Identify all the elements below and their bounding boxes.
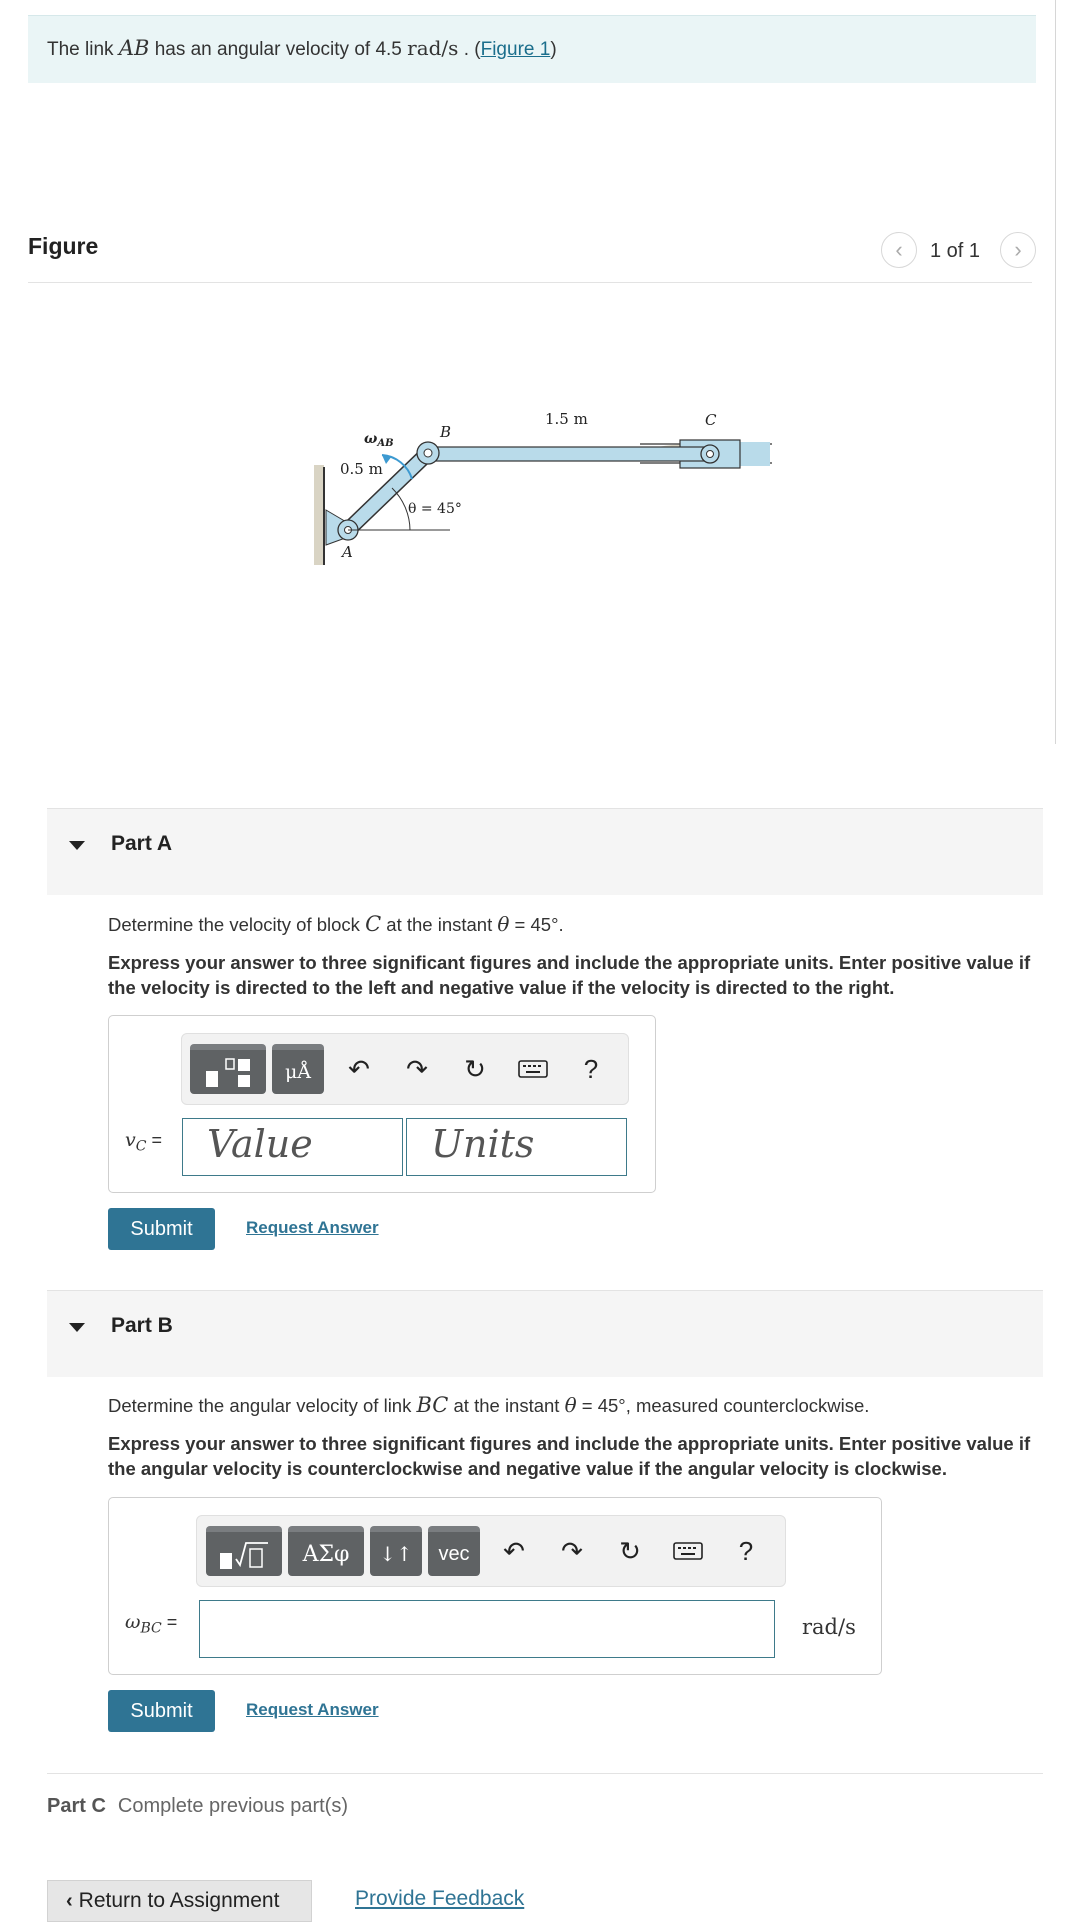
greek-symbols-button[interactable]: ΑΣφ bbox=[288, 1526, 364, 1576]
part-c-status: Complete previous part(s) bbox=[117, 1795, 348, 1817]
part-a-toolbar bbox=[181, 1033, 629, 1105]
figure-link[interactable]: Figure 1 bbox=[480, 39, 551, 60]
mechanism-figure bbox=[300, 395, 780, 605]
figure-divider bbox=[28, 282, 1032, 283]
problem-intro bbox=[28, 15, 1036, 83]
pin-b-center bbox=[424, 449, 432, 457]
units-input[interactable]: Units bbox=[406, 1118, 627, 1176]
templates-button[interactable] bbox=[206, 1526, 282, 1576]
templates-icon bbox=[202, 1055, 254, 1089]
part-b-variable-label: $\omega_{BC}$ = bbox=[125, 1611, 178, 1637]
templates-button[interactable] bbox=[190, 1044, 266, 1094]
link-variable: AB bbox=[118, 36, 150, 60]
c-label: C bbox=[705, 411, 717, 429]
part-a-submit-button[interactable]: Submit bbox=[108, 1208, 215, 1250]
part-b-answer-box bbox=[108, 1497, 882, 1675]
provide-feedback-link[interactable]: Provide Feedback bbox=[355, 1887, 525, 1910]
bc-length-label: 1.5 m bbox=[545, 410, 588, 428]
intro-unit: rad/s bbox=[407, 36, 459, 60]
intro-text-mid: has an angular velocity of 4.5 bbox=[149, 39, 408, 60]
intro-text-after: . ( bbox=[458, 39, 481, 60]
part-b-unit-label: rad/s bbox=[802, 1615, 856, 1639]
part-a-header[interactable] bbox=[47, 808, 1043, 895]
part-a-answer-box bbox=[108, 1015, 656, 1193]
help-icon[interactable]: ? bbox=[583, 1053, 599, 1084]
pin-c-center bbox=[707, 451, 714, 458]
part-b-label: Part B bbox=[111, 1314, 173, 1337]
redo-icon[interactable]: ↷ bbox=[406, 1053, 428, 1084]
angular-velocity-input[interactable] bbox=[199, 1600, 775, 1658]
part-b-instructions: Express your answer to three significant figures and include the appropriate units. Enter positive value if the angular velocity is counterclockwise and negative value if the angular velocity is clockwise. bbox=[108, 1433, 1031, 1479]
figure-title: Figure bbox=[28, 233, 99, 259]
part-b-question: Determine the angular velocity of link BC at the instant θ = 45°, measured counterclockwise. bbox=[108, 1393, 870, 1417]
collapse-caret-icon bbox=[69, 1323, 85, 1332]
figure-page-count: 1 of 1 bbox=[930, 240, 981, 262]
part-c-row bbox=[47, 1795, 348, 1818]
slide-end bbox=[740, 442, 770, 466]
help-icon[interactable]: ? bbox=[738, 1535, 754, 1566]
a-label: A bbox=[342, 543, 353, 561]
part-b-request-answer-link[interactable]: Request Answer bbox=[246, 1700, 379, 1719]
reset-icon[interactable]: ↻ bbox=[619, 1535, 641, 1566]
theta-label: θ = 45° bbox=[408, 501, 462, 517]
undo-icon[interactable]: ↶ bbox=[503, 1535, 525, 1566]
part-a-label: Part A bbox=[111, 832, 173, 855]
part-a-variable-label: $v_C$ = bbox=[125, 1129, 162, 1155]
part-b-submit-button[interactable]: Submit bbox=[108, 1690, 215, 1732]
redo-icon[interactable]: ↷ bbox=[561, 1535, 583, 1566]
part-c-divider bbox=[47, 1773, 1043, 1774]
part-a-question: Determine the velocity of block C at the instant θ = 45°. bbox=[108, 912, 564, 936]
vector-button[interactable]: vec bbox=[428, 1526, 480, 1576]
intro-text: The link bbox=[47, 39, 119, 60]
next-figure-button[interactable] bbox=[1000, 232, 1036, 268]
prev-figure-button[interactable] bbox=[881, 232, 917, 268]
b-label: B bbox=[440, 423, 452, 441]
part-a-request-answer-link[interactable]: Request Answer bbox=[246, 1218, 379, 1237]
link-bc bbox=[428, 447, 713, 461]
part-b-toolbar bbox=[196, 1515, 786, 1587]
intro-close-paren: ) bbox=[550, 39, 557, 60]
chevron-left-icon: ‹ bbox=[895, 237, 903, 262]
figure-panel-border bbox=[1055, 0, 1056, 744]
ab-length-label: 0.5 m bbox=[340, 460, 383, 478]
keyboard-icon[interactable] bbox=[671, 1534, 705, 1568]
chevron-right-icon: › bbox=[1014, 237, 1022, 262]
sqrt-template-icon bbox=[216, 1537, 272, 1571]
collapse-caret-icon bbox=[69, 841, 85, 850]
question-variable: BC bbox=[416, 1393, 449, 1417]
units-button[interactable]: μÅ bbox=[272, 1044, 324, 1094]
omega-arrowhead bbox=[382, 455, 392, 464]
keyboard-icon[interactable] bbox=[516, 1052, 550, 1086]
question-variable: C bbox=[365, 912, 382, 936]
reset-icon[interactable]: ↻ bbox=[464, 1053, 486, 1084]
part-b-header[interactable] bbox=[47, 1290, 1043, 1377]
chevron-left-icon: ‹ bbox=[66, 1889, 73, 1912]
arrows-button[interactable]: ↓↑ bbox=[370, 1526, 422, 1576]
wall-hatch bbox=[314, 465, 324, 565]
return-to-assignment-button[interactable]: ‹ Return to Assignment bbox=[47, 1880, 312, 1922]
value-input[interactable]: Value bbox=[182, 1118, 403, 1176]
part-a-instructions: Express your answer to three significant figures and include the appropriate units. Enter positive value if the velocity is directed to the left and negative value if the velocity is directed to the right. bbox=[108, 952, 1031, 998]
part-c-label: Part C bbox=[47, 1795, 106, 1817]
omega-label: $\omega_{AB}$ bbox=[364, 431, 394, 449]
undo-icon[interactable]: ↶ bbox=[348, 1053, 370, 1084]
